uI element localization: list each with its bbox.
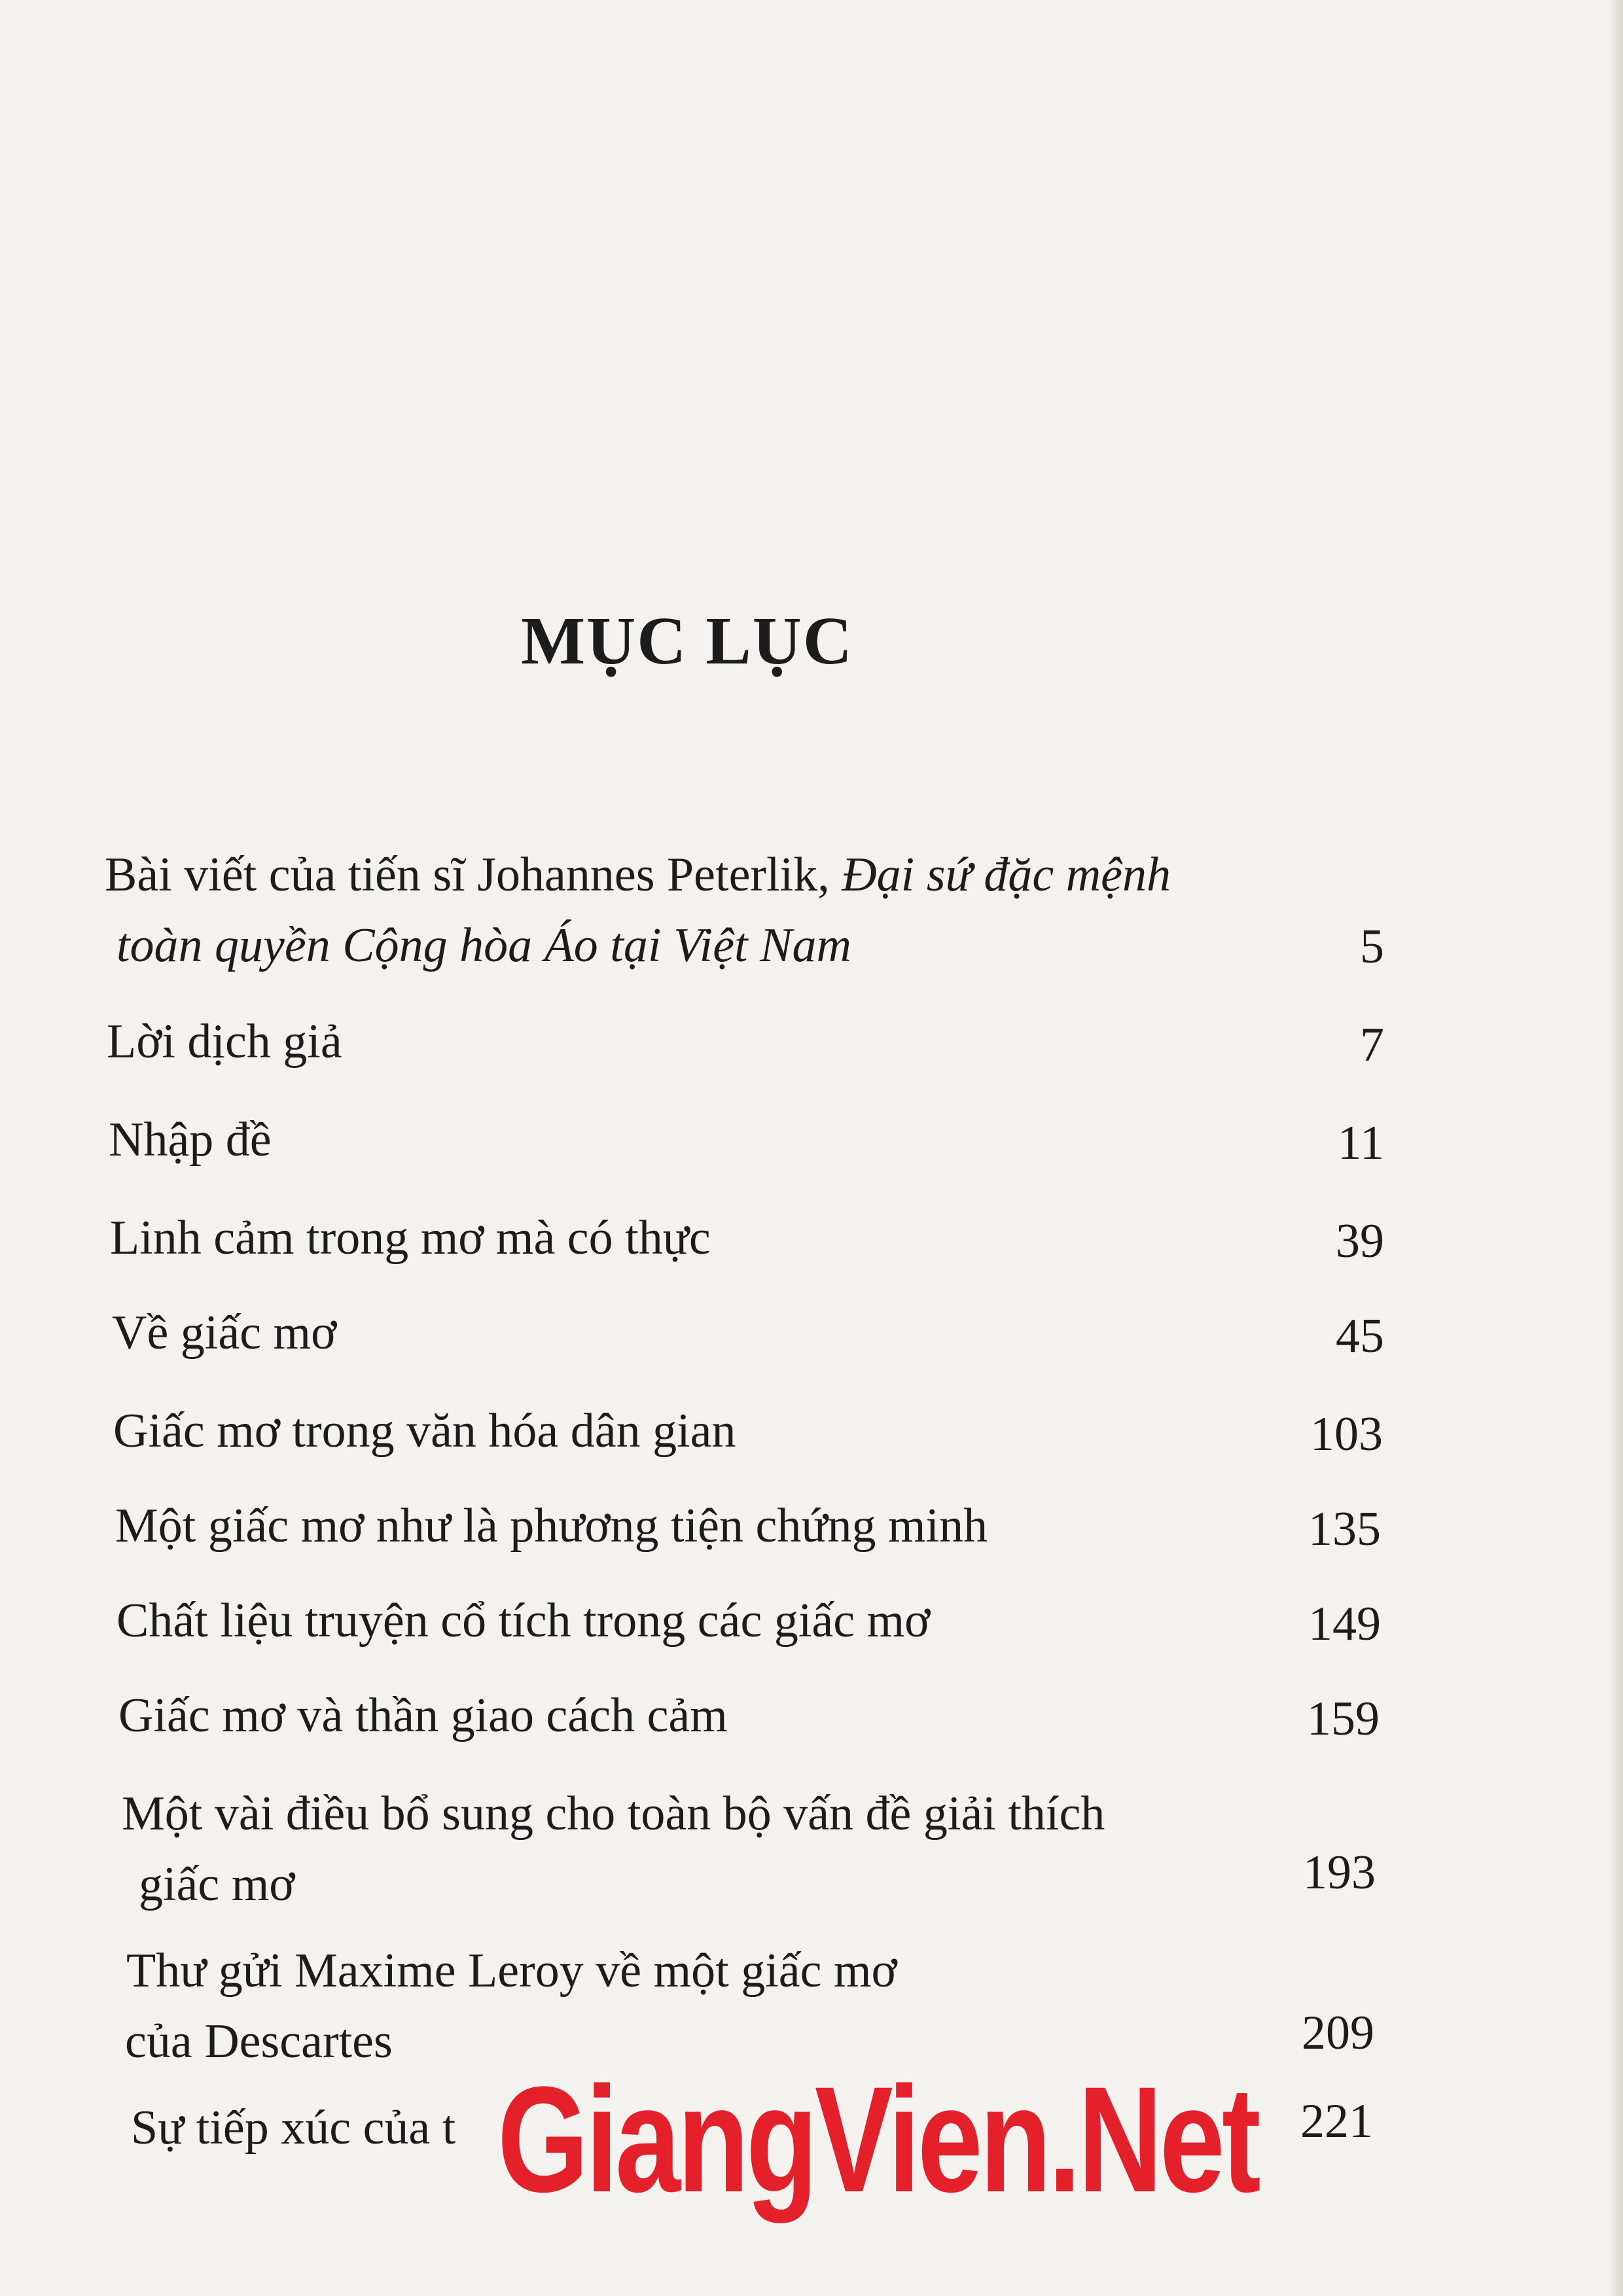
toc-page-number: 135: [1308, 1502, 1381, 1556]
toc-entry-line2: của Descartes: [125, 2015, 393, 2068]
toc-entry-text-italic: Đại sứ đặc mệnh: [842, 848, 1171, 902]
toc-entry-line1: Một vài điều bổ sung cho toàn bộ vấn đề giải thích: [122, 1787, 1105, 1841]
page-title: MỤC LỤC: [521, 603, 853, 679]
toc-entry: Sự tiếp xúc của t: [131, 2101, 456, 2155]
watermark-logo: GiangVien.Net: [497, 2055, 1258, 2223]
toc-entry-line1: Thư gửi Maxime Leroy về một giấc mơ: [126, 1944, 897, 1998]
toc-page-number: 149: [1308, 1597, 1381, 1651]
toc-page-number: 103: [1310, 1407, 1383, 1461]
toc-page-number: 45: [1336, 1309, 1384, 1363]
toc-page-number: 221: [1300, 2094, 1373, 2148]
toc-entry-line1: [105, 848, 1171, 902]
toc-entry: Về giấc mơ: [112, 1306, 337, 1360]
toc-entry: Một giấc mơ như là phương tiện chứng minh: [115, 1499, 988, 1553]
toc-page-number: 193: [1303, 1846, 1376, 1899]
toc-page-number: 11: [1337, 1116, 1384, 1170]
toc-page-number: 7: [1360, 1018, 1384, 1072]
toc-entry: Linh cảm trong mơ mà có thực: [110, 1211, 711, 1265]
toc-entry-text: Bài viết của tiến sĩ Johannes Peterlik,: [105, 848, 842, 902]
toc-entry: Giấc mơ và thần giao cách cảm: [118, 1689, 728, 1742]
toc-entry: Chất liệu truyện cổ tích trong các giấc mơ: [116, 1594, 931, 1648]
toc-page-number: 209: [1302, 2006, 1374, 2060]
toc-page-number: 159: [1307, 1692, 1380, 1746]
toc-entry: Nhập đề: [109, 1113, 272, 1167]
toc-page-number: 5: [1360, 920, 1384, 974]
toc-entry: Lời dịch giả: [107, 1015, 342, 1069]
toc-page-number: 39: [1336, 1214, 1384, 1268]
toc-entry-line2: toàn quyền Cộng hòa Áo tại Việt Nam: [116, 919, 851, 972]
toc-entry-line2: giấc mơ: [139, 1858, 295, 1911]
toc-entry: Giấc mơ trong văn hóa dân gian: [113, 1404, 736, 1458]
